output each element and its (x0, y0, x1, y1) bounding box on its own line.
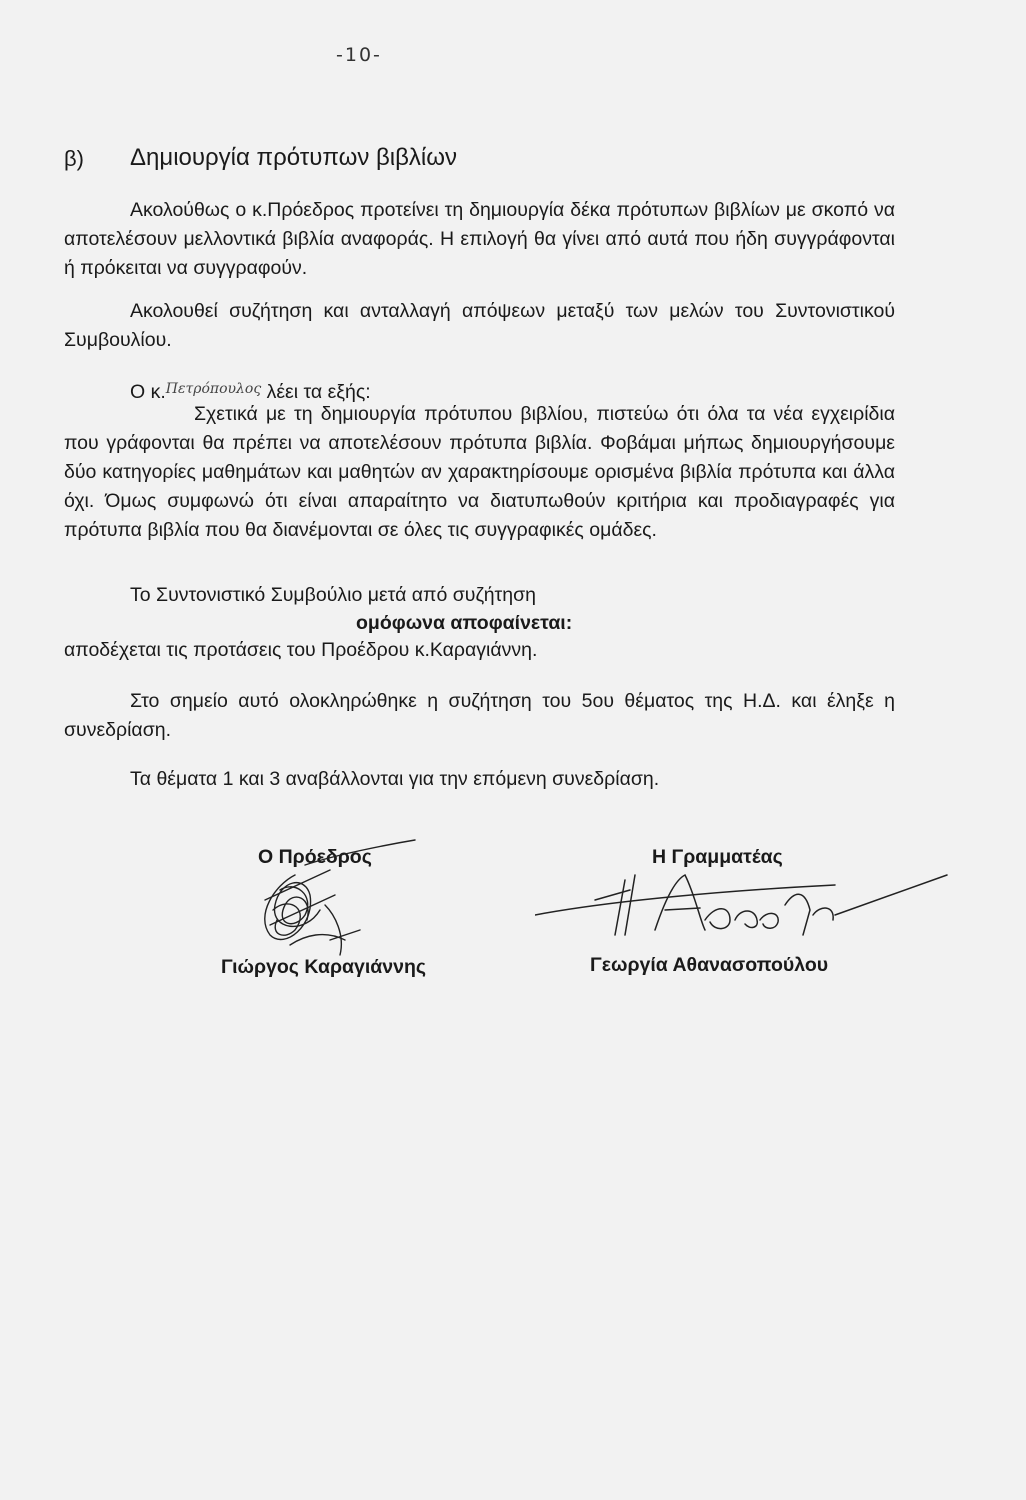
secretary-title: Η Γραμματέας (652, 846, 783, 868)
secretary-signature-icon (535, 860, 955, 950)
speaker-suffix: λέει τα εξής: (261, 381, 371, 403)
section-title: Δημιουργία πρότυπων βιβλίων (130, 144, 457, 171)
paragraph-statement: Σχετικά με τη δημιουργία πρότυπου βιβλίου, πιστεύω ότι όλα τα νέα εγχειρίδια που γράφονται θα πρέπει να αποτελέσουν πρότυπα βιβλία. Φοβάμαι μήπως δημιουργήσουμε δύο κατηγορίες μαθημάτων και μαθητών αν χαρακτηρίσουμε ορισμένα βιβλία πρότυπα και άλλα όχι. Όμως συμφωνώ ότι είναι απαραίτητο να διατυπωθούν κριτήρια και προδιαγραφές για πρότυπα βιβλία που θα διανέμονται σε όλες τις συγγραφικές ομάδες. (64, 403, 895, 541)
page-number: -10- (336, 44, 382, 66)
decision-text: αποδέχεται τις προτάσεις του Προέδρου κ.Καραγιάννη. (64, 639, 538, 661)
paragraph-discussion: Ακολουθεί συζήτηση και ανταλλαγή απόψεων μεταξύ των μελών του Συντονιστικού Συμβουλίου. (64, 300, 895, 351)
secretary-name: Γεωργία Αθανασοπούλου (590, 954, 829, 976)
decision-heading: ομόφωνα αποφαίνεται: (356, 612, 573, 634)
president-name: Γιώργος Καραγιάννης (221, 956, 427, 978)
section-letter: β) (64, 146, 84, 171)
postponed-items: Τα θέματα 1 και 3 αναβάλλονται για την επόμενη συνεδρίαση. (130, 768, 660, 790)
paragraph-proposal: Ακολούθως ο κ.Πρόεδρος προτείνει τη δημιουργία δέκα πρότυπων βιβλίων με σκοπό να αποτελέσουν μελλοντικά βιβλία αναφοράς. Η επιλογή θα γίνει από αυτά που ήδη συγγράφονται ή πρόκειται να συγγραφούν. (64, 199, 895, 279)
president-signature-icon (235, 835, 435, 965)
handwritten-speaker-name: Πετρόπουλος (165, 381, 262, 397)
paragraph-closing: Στο σημείο αυτό ολοκληρώθηκε η συζήτηση του 5ου θέματος της Η.Δ. και έληξε η συνεδρίαση. (64, 690, 895, 741)
speaker-prefix: Ο κ. (130, 381, 166, 403)
decision-intro: Το Συντονιστικό Συμβούλιο μετά από συζήτηση (130, 584, 536, 606)
president-title: Ο Πρόεδρος (258, 846, 372, 868)
